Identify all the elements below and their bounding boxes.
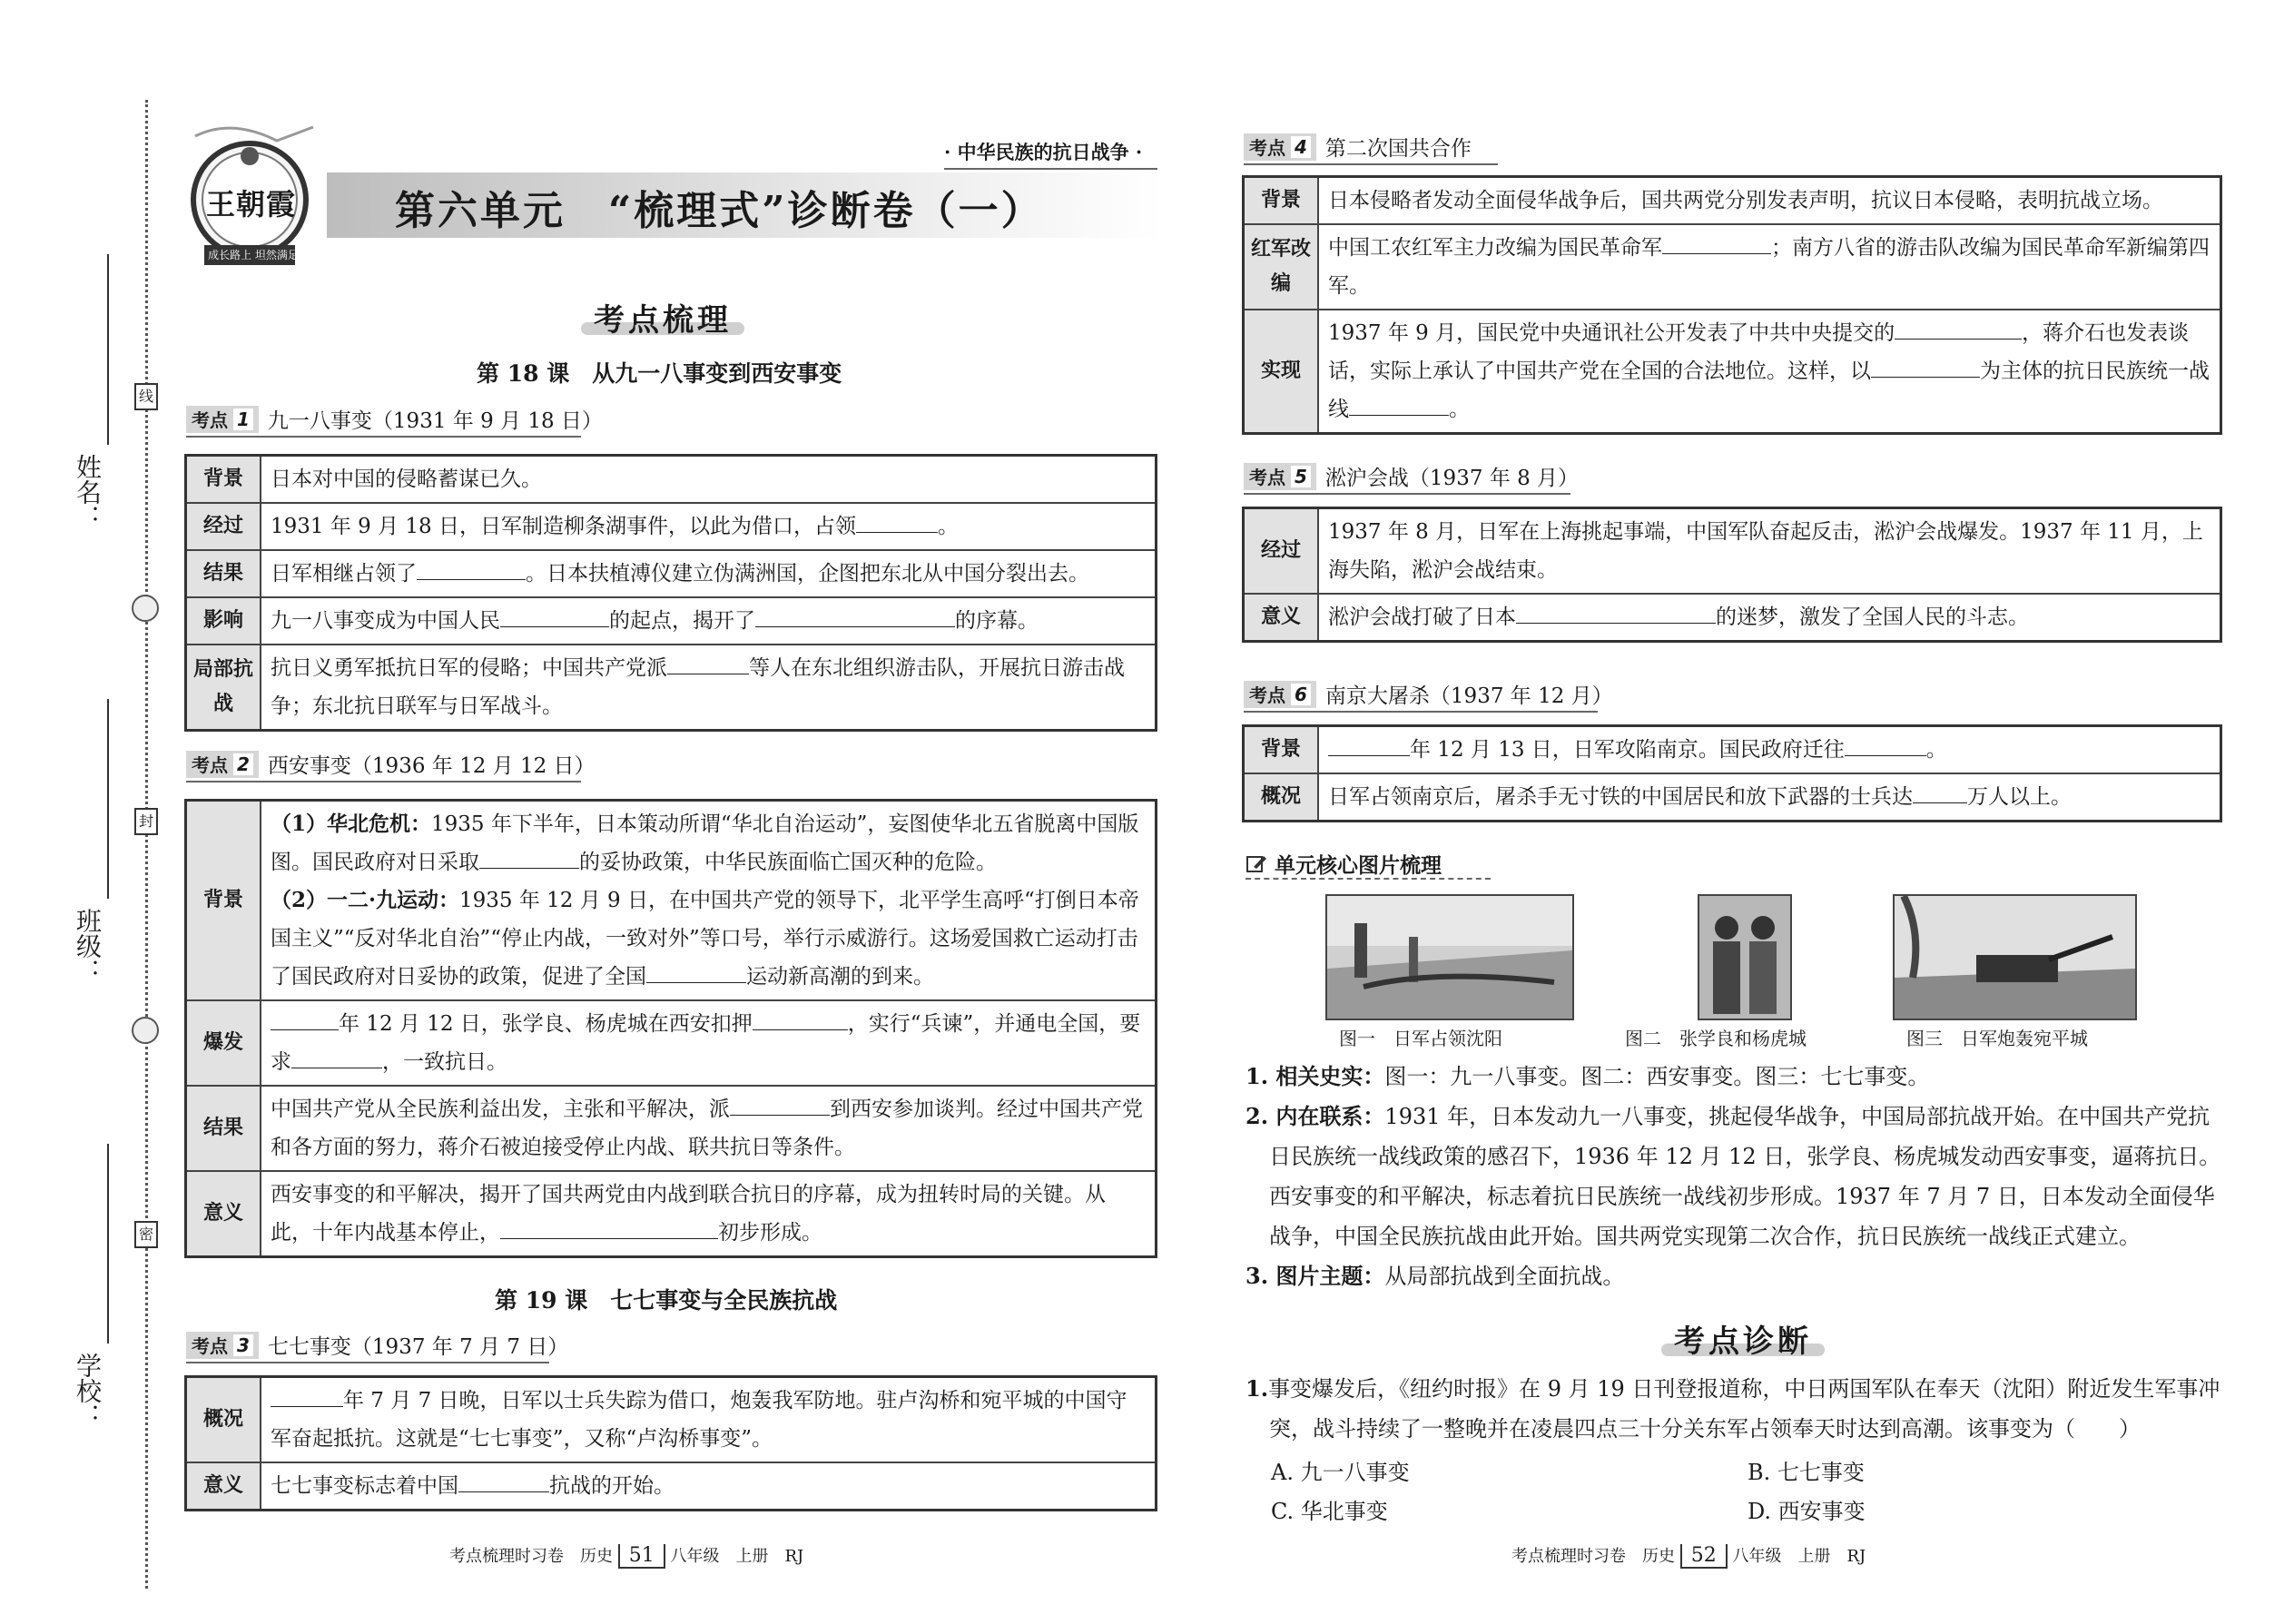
row-content: 中国共产党从全民族利益出发，主张和平解决，派 到西安参加谈判。经过中国共产党和各方面的努力，蒋介石被迫接受停止内战、联共抗日等条件。 — [261, 1086, 1157, 1171]
fill-blank[interactable] — [1913, 782, 1967, 803]
school-label: 学校： — [73, 1353, 103, 1429]
unit-title: 第六单元 “梳理式”诊断卷（一） — [395, 188, 1044, 234]
binding-hole-icon — [132, 595, 159, 622]
kd1-heading — [186, 404, 603, 434]
row-header: 红军改编 — [1244, 224, 1319, 310]
row-header: 意义 — [186, 1171, 261, 1257]
row-content: 年 12 月 13 日，日军攻陷南京。国民政府迁往 。 — [1318, 726, 2221, 774]
row-content: 日军占领南京后，屠杀手无寸铁的中国居民和放下武器的士兵达 万人以上。 — [1318, 773, 2221, 822]
row-header: 结果 — [186, 550, 261, 597]
photo-zhang-xueliang-yang-hucheng — [1698, 894, 1792, 1020]
footer-text: 考点梳理时习卷 历史 — [449, 1547, 613, 1566]
table-row — [1244, 726, 2221, 774]
fill-blank[interactable] — [1516, 603, 1716, 624]
fill-blank[interactable] — [856, 512, 938, 533]
fill-blank[interactable] — [730, 1095, 830, 1116]
table-row — [186, 597, 1157, 645]
kd3-badge: 考点 3 — [186, 1332, 259, 1359]
kd2-table — [184, 799, 1157, 1258]
images-heading-rule — [1245, 878, 1491, 880]
row-header: 背景 — [186, 801, 261, 1001]
point-1: 1. 相关史实：图一：九一八事变。图二：西安事变。图三：七七事变。 — [1245, 1063, 1930, 1089]
row-content: （1）华北危机：1935 年下半年，日本策动所谓“华北自治运动”，妄图使华北五省脱离中国版图。国民政府对日采取 的妥协政策，中华民族面临亡国灭种的危险。 （2）一二·九运动：1935 年 12 月 9 日，在中国共产党的领导下，北平学生高呼“打倒日本帝国主义”“反对华北自治”“停止内战，一致对外”等口号，举行示威游行。这场爱国救亡运动打击了国民政府对日妥协的政策，促进了全国 运动新高潮的到来。 — [261, 801, 1157, 1001]
kd5-title: 淞沪会战（1937 年 8 月） — [1324, 467, 1580, 490]
kd2-heading-rule — [186, 781, 581, 782]
table-row — [186, 1377, 1157, 1463]
row-header: 意义 — [1244, 594, 1319, 642]
kd5-badge: 考点 5 — [1244, 463, 1316, 490]
images-section-heading — [1245, 849, 1442, 879]
photo-japanese-shell-wanping — [1893, 894, 2137, 1020]
table-row — [186, 1171, 1157, 1257]
lesson19-title: 第 19 课 七七事变与全民族抗战 — [495, 1287, 838, 1314]
kd2-badge: 考点 2 — [186, 751, 259, 778]
fill-blank[interactable] — [1895, 319, 2022, 340]
kd4-badge: 考点 4 — [1244, 133, 1316, 161]
kd2-title: 西安事变（1936 年 12 月 12 日） — [267, 754, 596, 778]
kd1-heading-rule — [186, 436, 581, 438]
name-label: 姓名： — [73, 454, 103, 530]
fill-blank[interactable] — [667, 654, 749, 674]
table-row — [186, 1462, 1157, 1511]
question-1-stem: 1.事变爆发后，《纽约时报》在 9 月 19 日刊登报道称，中日两国军队在奉天（沈阳）附近发生军事冲突，战斗持续了一整晚并在凌晨四点三十分关东军占领奉天时达到高潮。该事变为（ ） — [1245, 1375, 2220, 1442]
kd6-heading — [1244, 679, 1613, 709]
table-row — [1244, 508, 2221, 595]
fill-blank[interactable] — [417, 559, 526, 580]
footer-text: 考点梳理时习卷 历史 — [1511, 1547, 1675, 1566]
row-content: 1931 年 9 月 18 日，日军制造柳条湖事件，以此为借口，占领 。 — [261, 503, 1157, 550]
seal-mark-feng: 封 — [134, 808, 158, 835]
fill-blank[interactable] — [479, 848, 579, 869]
name-field-line[interactable] — [107, 254, 109, 445]
row-header: 结果 — [186, 1086, 261, 1171]
table-row — [186, 1000, 1157, 1086]
fill-blank[interactable] — [755, 606, 955, 627]
fill-blank[interactable] — [1349, 395, 1449, 416]
kd4-heading — [1244, 132, 1472, 162]
table-row — [186, 1086, 1157, 1171]
section-review-title: 考点梳理 — [594, 302, 732, 339]
option-c[interactable]: C. 华北事变 — [1271, 1499, 1388, 1524]
kd1-table — [184, 454, 1157, 732]
photo-japanese-occupy-shenyang — [1325, 894, 1574, 1020]
logo-motto: 成长路上 坦然满足 — [208, 249, 299, 261]
option-d[interactable]: D. 西安事变 — [1748, 1499, 1866, 1524]
row-header: 局部抗战 — [186, 645, 261, 731]
fill-blank[interactable] — [271, 1009, 339, 1030]
kd3-title: 七七事变（1937 年 7 月 7 日） — [267, 1335, 569, 1359]
kd3-heading-rule — [186, 1362, 549, 1363]
kd2-heading — [186, 749, 596, 779]
row-content: 1937 年 9 月，国民党中央通讯社公开发表了中共中央提交的 ，蒋介石也发表谈话，实际上承认了中国共产党在全国的合法地位。这样，以 为主体的抗日民族统一战线 。 — [1318, 310, 2221, 434]
kd5-heading — [1244, 461, 1579, 491]
binding-dotted-line — [145, 100, 148, 1589]
table-row — [1244, 773, 2221, 822]
fill-blank[interactable] — [500, 1218, 718, 1239]
kd6-heading-rule — [1244, 711, 1598, 713]
kd3-heading — [186, 1330, 568, 1360]
section-diagnosis-title: 考点诊断 — [1674, 1324, 1812, 1360]
table-row — [1244, 310, 2221, 434]
point-3: 3. 图片主题：从局部抗战到全面抗战。 — [1245, 1263, 1625, 1289]
class-field-line[interactable] — [107, 699, 109, 899]
caption-figure3: 图三 日军炮轰宛平城 — [1906, 1028, 2088, 1049]
page-number: 51 — [618, 1544, 665, 1569]
footer-left — [449, 1543, 803, 1569]
row-content: 1937 年 8 月，日军在上海挑起事端，中国军队奋起反击，淞沪会战爆发。1937 年 11 月，上海失陷，淞沪会战结束。 — [1318, 508, 2221, 595]
row-content: 日本对中国的侵略蓄谋已久。 — [261, 456, 1157, 504]
logo-name: 王朝霞 — [206, 187, 297, 221]
option-b[interactable]: B. 七七事变 — [1748, 1460, 1865, 1485]
kd5-table — [1242, 507, 2222, 643]
row-header: 经过 — [186, 503, 261, 550]
seal-mark-xian: 线 — [134, 383, 158, 410]
fill-blank[interactable] — [1328, 735, 1410, 756]
row-header: 意义 — [186, 1462, 261, 1511]
row-header: 爆发 — [186, 1000, 261, 1086]
header-rule — [944, 168, 1157, 170]
kd6-badge: 考点 6 — [1244, 681, 1316, 708]
fill-blank[interactable] — [646, 962, 746, 983]
table-row — [1244, 224, 2221, 310]
kd3-table — [184, 1375, 1157, 1511]
table-row — [186, 503, 1157, 550]
row-content: 西安事变的和平解决，揭开了国共两党由内战到联合抗日的序幕，成为扭转时局的关键。从此，十年内战基本停止， 初步形成。 — [261, 1171, 1157, 1257]
footer-right — [1511, 1543, 1866, 1569]
table-row — [186, 801, 1157, 1001]
binding-hole-icon — [132, 1017, 159, 1044]
row-header: 背景 — [186, 456, 261, 504]
school-field-line[interactable] — [107, 1144, 109, 1343]
logo — [177, 118, 318, 272]
row-header: 实现 — [1244, 310, 1319, 434]
fill-blank[interactable] — [1662, 233, 1771, 254]
table-row — [1244, 594, 2221, 642]
row-header: 影响 — [186, 597, 261, 645]
row-header: 经过 — [1244, 508, 1319, 595]
row-content: 年 12 月 12 日，张学良、杨虎城在西安扣押 ，实行“兵谏”，并通电全国，要求 ，一致抗日。 — [261, 1000, 1157, 1086]
footer-grade: 八年级 上册 RJ — [670, 1547, 804, 1566]
caption-figure1: 图一 日军占领沈阳 — [1339, 1028, 1502, 1049]
fill-blank[interactable] — [753, 1009, 848, 1030]
kd6-title: 南京大屠杀（1937 年 12 月） — [1324, 684, 1613, 708]
class-label: 班级： — [73, 908, 103, 984]
images-points — [1245, 1057, 2226, 1296]
fill-blank[interactable] — [500, 606, 609, 627]
row-content: 日军相继占领了 。日本扶植溥仪建立伪满洲国，企图把东北从中国分裂出去。 — [261, 550, 1157, 597]
fill-blank[interactable] — [271, 1386, 343, 1407]
table-row — [186, 456, 1157, 504]
row-content: 九一八事变成为中国人民 的起点，揭开了 的序幕。 — [261, 597, 1157, 645]
kd4-heading-rule — [1244, 163, 1498, 165]
footer-grade: 八年级 上册 RJ — [1732, 1547, 1866, 1566]
kd5-heading-rule — [1244, 493, 1570, 495]
header-tag: · 中华民族的抗日战争 · — [944, 141, 1143, 163]
row-header: 概况 — [186, 1377, 261, 1463]
row-header: 背景 — [1244, 177, 1319, 225]
row-content: 抗日义勇军抵抗日军的侵略；中国共产党派 等人在东北组织游击队，开展抗日游击战争；东北抗日联军与日军战斗。 — [261, 645, 1157, 731]
kd4-title: 第二次国共合作 — [1324, 137, 1472, 161]
kd6-table — [1242, 724, 2222, 822]
row-content: 日本侵略者发动全面侵华战争后，国共两党分别发表声明，抗议日本侵略，表明抗战立场。 — [1318, 177, 2221, 225]
caption-figure2: 图二 张学良和杨虎城 — [1625, 1028, 1807, 1049]
lesson18-title: 第 18 课 从九一八事变到西安事变 — [477, 360, 842, 387]
table-row — [186, 645, 1157, 731]
kd1-badge: 考点 1 — [186, 406, 259, 433]
table-row — [186, 550, 1157, 597]
row-content: 淞沪会战打破了日本 的迷梦，激发了全国人民的斗志。 — [1318, 594, 2221, 642]
kd1-title: 九一八事变（1931 年 9 月 18 日） — [267, 409, 603, 433]
images-section-title: 单元核心图片梳理 — [1275, 854, 1442, 878]
seal-mark-mi: 密 — [134, 1221, 158, 1248]
edit-note-icon — [1245, 853, 1267, 875]
point-2: 2. 内在联系：1931 年，日本发动九一八事变，挑起侵华战争，中国局部抗战开始。在中国共产党抗日民族统一战线政策的感召下，1936 年 12 月 12 日，张学良、杨虎城发动西安事变，逼蒋抗日。西安事变的和平解决，标志着抗日民族统一战线初步形成。1937 年 7 月 7 日，日本发动全面侵华战争，中国全民族抗战由此开始。国共两党实现第二次合作，抗日民族统一战线正式建立。 — [1245, 1103, 2221, 1249]
fill-blank[interactable] — [1871, 357, 1980, 378]
page-number: 52 — [1680, 1544, 1728, 1569]
row-header: 背景 — [1244, 726, 1319, 774]
row-content: 年 7 月 7 日晚，日军以士兵失踪为借口，炮轰我军防地。驻卢沟桥和宛平城的中国守军奋起抵抗。这就是“七七事变”，又称“卢沟桥事变”。 — [261, 1377, 1157, 1463]
fill-blank[interactable] — [291, 1048, 382, 1068]
row-header: 概况 — [1244, 773, 1319, 822]
table-row — [1244, 177, 2221, 225]
row-content: 中国工农红军主力改编为国民革命军 ；南方八省的游击队改编为国民革命军新编第四军。 — [1318, 224, 2221, 310]
fill-blank[interactable] — [458, 1471, 549, 1492]
row-content: 七七事变标志着中国 抗战的开始。 — [261, 1462, 1157, 1511]
kd4-table — [1242, 175, 2222, 435]
fill-blank[interactable] — [1845, 735, 1926, 756]
option-a[interactable]: A. 九一八事变 — [1271, 1460, 1410, 1485]
